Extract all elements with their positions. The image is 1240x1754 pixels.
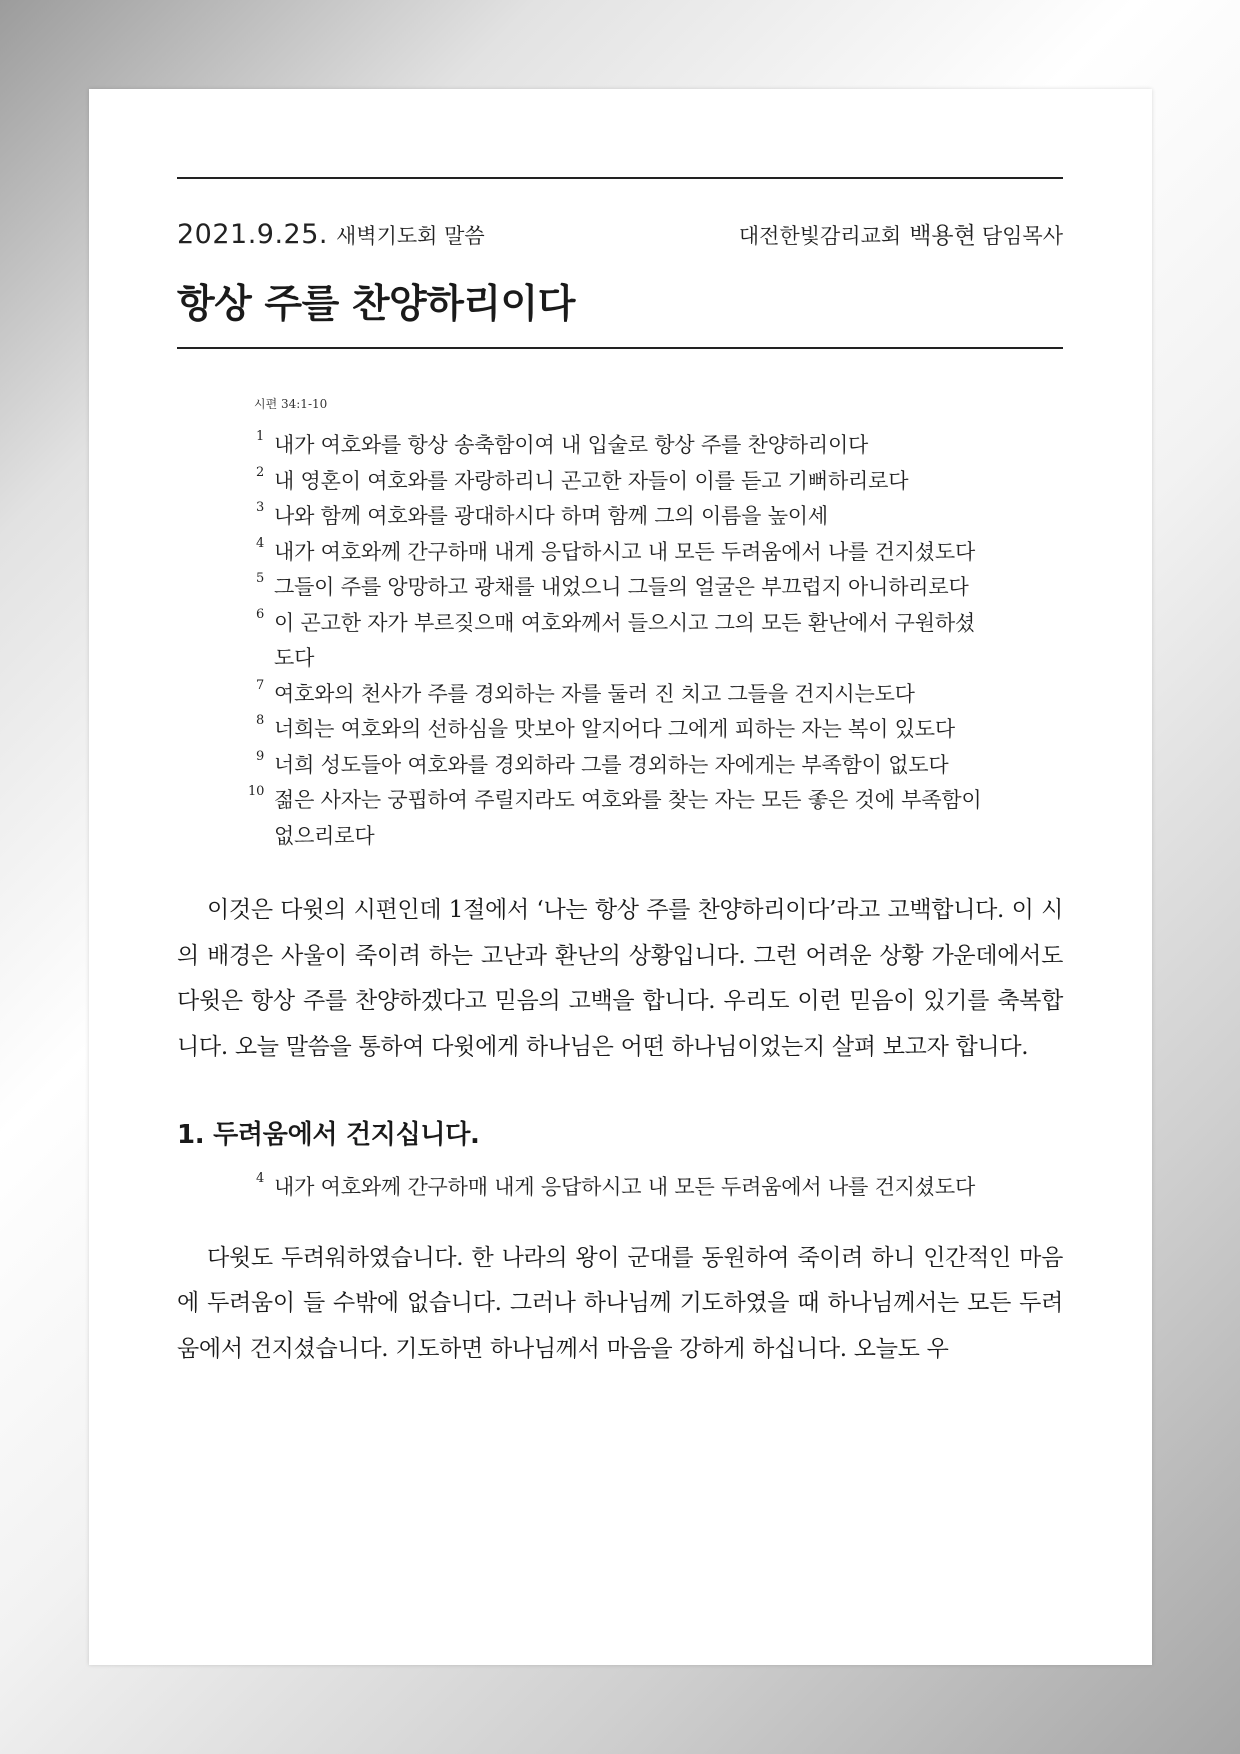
verse [254, 712, 984, 748]
sermon-date: 2021.9.25. [177, 219, 328, 250]
verse [254, 606, 984, 677]
verse-text: 여호와의 천사가 주를 경외하는 자를 둘러 진 치고 그들을 건지시는도다 [274, 681, 915, 706]
pastor-title: 담임목사 [981, 224, 1063, 248]
verse-number: 2 [256, 464, 265, 480]
verse [254, 428, 984, 464]
verse-text: 너희는 여호와의 선하심을 맛보아 알지어다 그에게 피하는 자는 복이 있도다 [274, 717, 955, 741]
sermon-info [177, 219, 485, 250]
verse-text: 젊은 사자는 궁핍하여 주릴지라도 여호와를 찾는 자는 모든 좋은 것에 부족함이 없으리로다 [274, 788, 982, 848]
verse [254, 499, 984, 535]
verse [254, 464, 984, 500]
pastor-name: 백용현 [909, 223, 976, 249]
verse-text: 내 영혼이 여호와를 자랑하리니 곤고한 자들이 이를 듣고 기뻐하리로다 [274, 468, 909, 493]
section-heading: 1. 두려움에서 건지십니다. [177, 1120, 480, 1150]
top-rule [177, 177, 1063, 179]
section-paragraph: 다윗도 두려워하였습니다. 한 나라의 왕이 군대를 동원하여 죽이려 하니 인간적인 마음에 두려움이 들 수밖에 없습니다. 그러나 하나님께 기도하였을 때 하나님께서는 모든 두려움에서 건지셨습니다. 기도하면 하나님께서 마음을 강하게 하십니다. 오늘도 우 [177, 1244, 1063, 1362]
verse [254, 570, 984, 606]
verse-number: 1 [256, 429, 265, 444]
scripture-reference: 시편 34:1-10 [254, 397, 328, 411]
verse-text: 내가 여호와를 항상 송축함이여 내 입술로 항상 주를 찬양하리이다 [274, 433, 869, 457]
church-name: 대전한빛감리교회 [738, 224, 902, 248]
verse [254, 748, 984, 784]
verse-number: 8 [256, 713, 265, 728]
page-content [177, 177, 1063, 1395]
header-meta [177, 217, 1063, 257]
verse-text: 이 곤고한 자가 부르짖으매 여호와께서 들으시고 그의 모든 환난에서 구원하셨도다 [274, 610, 976, 670]
verse [254, 535, 984, 571]
verse-number: 9 [256, 748, 265, 764]
verse-number: 7 [256, 677, 265, 693]
verse-number: 4 [256, 1171, 265, 1186]
verse-number: 6 [256, 606, 265, 622]
verse-number: 10 [248, 784, 265, 799]
intro-paragraph: 이것은 다윗의 시편인데 1절에서 ‘나는 항상 주를 찬양하리이다’라고 고백합니다. 이 시의 배경은 사울이 죽이려 하는 고난과 환난의 상황입니다. 그런 어려운 상황 가운데에서도 다윗은 항상 주를 찬양하겠다고 믿음의 고백을 합니다. 우리도 이런 믿음이 있기를 축복합니다. 오늘 말씀을 통하여 다윗에게 하나님은 어떤 하나님이었는지 살펴 보고자 합니다. [177, 897, 1063, 1060]
document-page [89, 89, 1152, 1665]
title-rule [177, 347, 1063, 349]
verse-text: 내가 여호와께 간구하매 내게 응답하시고 내 모든 두려움에서 나를 건지셨도다 [274, 1175, 976, 1199]
verse-text: 내가 여호와께 간구하매 내게 응답하시고 내 모든 두려움에서 나를 건지셨도다 [274, 539, 976, 564]
verse-text: 나와 함께 여호와를 광대하시다 하며 함께 그의 이름을 높이세 [274, 504, 828, 528]
verse-text: 그들이 주를 앙망하고 광채를 내었으니 그들의 얼굴은 부끄럽지 아니하리로다 [274, 575, 969, 599]
verse [254, 677, 984, 713]
verse-number: 3 [256, 500, 265, 515]
verse [254, 1170, 984, 1206]
quoted-verse [254, 1170, 984, 1206]
preacher-info [739, 217, 1063, 250]
verse-text: 너희 성도들아 여호와를 경외하라 그를 경외하는 자에게는 부족함이 없도다 [274, 752, 949, 777]
scripture-block [248, 395, 984, 854]
verse-number: 4 [256, 535, 265, 551]
verse [248, 783, 984, 854]
sermon-title: 항상 주를 찬양하리이다 [177, 282, 575, 327]
service-name: 새벽기도회 말씀 [336, 224, 485, 248]
verse-number: 5 [256, 571, 265, 586]
